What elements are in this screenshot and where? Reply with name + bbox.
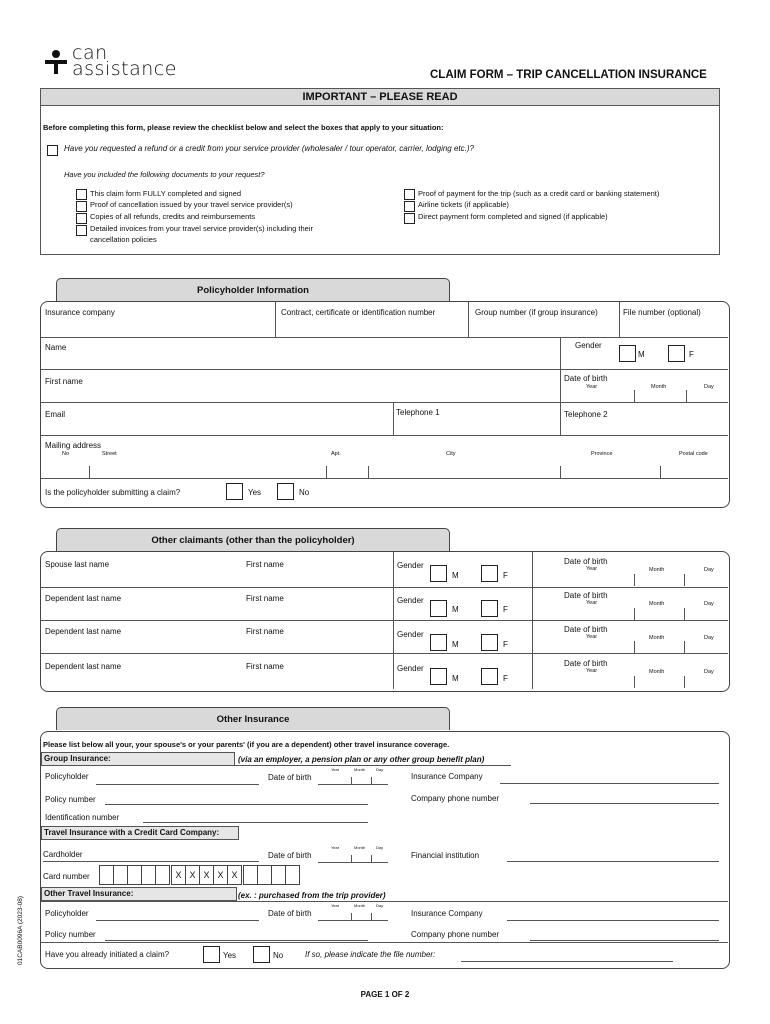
policyholder-section-title: Policyholder Information	[56, 278, 450, 301]
card-digit-cell[interactable]	[141, 865, 156, 885]
doc-checkbox[interactable]	[404, 189, 415, 200]
file-number-prompt: If so, please indicate the file number:	[305, 950, 436, 959]
other-travel-insurance-header: Other Travel Insurance:	[41, 887, 237, 901]
claimant-gender-f-checkbox[interactable]	[481, 565, 498, 582]
address-city-label: City	[446, 451, 456, 457]
file-number-label: File number (optional)	[623, 308, 701, 317]
initiated-no-label: No	[273, 951, 284, 960]
claimant-gender-m-checkbox[interactable]	[430, 600, 447, 617]
claimant-month-label: Month	[649, 601, 665, 607]
claimant-day-label: Day	[704, 567, 714, 573]
card-digit-cell[interactable]	[243, 865, 258, 885]
claimant-last-name-label: Dependent last name	[45, 662, 122, 671]
doc-checkbox[interactable]	[404, 213, 415, 224]
group-insurance-company-label: Insurance Company	[411, 772, 483, 781]
mailing-address-label: Mailing address	[45, 441, 102, 450]
claimant-year-label: Year	[586, 634, 598, 640]
doc-checkbox[interactable]	[404, 201, 415, 212]
claimant-gender-m-label: M	[452, 605, 459, 614]
credit-card-insurance-header: Travel Insurance with a Credit Card Company:	[41, 826, 239, 840]
cardholder-label: Cardholder	[43, 850, 83, 859]
doc-item: Direct payment form completed and signed (if applicable)	[418, 212, 608, 221]
gender-label: Gender	[575, 341, 602, 350]
address-postal-label: Postal code	[679, 451, 708, 457]
card-digit-cell[interactable]	[271, 865, 286, 885]
other-insurance-section	[40, 731, 730, 969]
group-day-label: Day	[376, 767, 384, 772]
claimant-first-name-label: First name	[246, 662, 284, 671]
day-label: Day	[704, 384, 714, 390]
other-insurance-intro: Please list below all your, your spouse's or your parents' (if you are a dependent) other travel insurance coverage.	[43, 740, 450, 749]
address-apt-label: Apt.	[331, 451, 341, 457]
other-policyholder-label: Policyholder	[45, 909, 89, 918]
logo-line1: can	[72, 42, 108, 64]
group-year-label: Year	[331, 767, 340, 772]
claimant-dob-label: Date of birth	[564, 625, 608, 634]
doc-checkbox[interactable]	[76, 213, 87, 224]
claimant-day-label: Day	[704, 669, 714, 675]
doc-item: This claim form FULLY completed and signed	[90, 189, 242, 198]
other-travel-insurance-note: (ex. : purchased from the trip provider)	[238, 891, 386, 900]
card-digit-cell[interactable]: X	[185, 865, 200, 885]
group-policy-number-label: Policy number	[45, 795, 96, 804]
other-insurance-company-label: Insurance Company	[411, 909, 483, 918]
claimant-gender-label: Gender	[397, 664, 424, 673]
doc-checkbox[interactable]	[76, 189, 87, 200]
claimant-first-name-label: First name	[246, 627, 284, 636]
submitting-yes-checkbox[interactable]	[226, 483, 243, 500]
form-title: CLAIM FORM – TRIP CANCELLATION INSURANCE	[430, 69, 707, 81]
group-month-label: Month	[354, 767, 366, 772]
doc-item: Copies of all refunds, credits and reimbursements	[90, 212, 256, 221]
group-number-label: Group number (if group insurance)	[475, 308, 598, 317]
claimant-gender-m-checkbox[interactable]	[430, 668, 447, 685]
claimant-last-name-label: Spouse last name	[45, 560, 110, 569]
important-heading: IMPORTANT – PLEASE READ	[40, 88, 720, 106]
cc-year-label: Year	[331, 845, 340, 850]
claimant-last-name-label: Dependent last name	[45, 594, 122, 603]
claimant-day-label: Day	[704, 601, 714, 607]
card-digit-cell[interactable]	[99, 865, 114, 885]
address-street-label: Street	[102, 451, 117, 457]
gender-f-label: F	[689, 350, 694, 359]
card-digit-cell[interactable]: X	[213, 865, 228, 885]
claimant-gender-f-checkbox[interactable]	[481, 634, 498, 651]
claimant-gender-label: Gender	[397, 630, 424, 639]
doc-item: Detailed invoices from your travel service provider(s) including their	[90, 224, 314, 233]
group-insurance-header: Group Insurance:	[41, 752, 235, 766]
doc-item: cancellation policies	[90, 235, 157, 244]
address-no-label: No	[62, 451, 70, 457]
claimants-section	[40, 551, 730, 692]
claimant-dob-label: Date of birth	[564, 591, 608, 600]
name-label: Name	[45, 343, 67, 352]
claimant-gender-f-label: F	[503, 571, 508, 580]
cc-month-label: Month	[354, 845, 366, 850]
logo-line2: assistance	[72, 58, 177, 80]
claimant-gender-label: Gender	[397, 561, 424, 570]
question-refund: Have you requested a refund or a credit from your service provider (wholesaler / tour operator, carrier, lodging etc.)?	[64, 144, 474, 153]
doc-item: Airline tickets (if applicable)	[418, 200, 509, 209]
claimant-day-label: Day	[704, 635, 714, 641]
submitting-claim-question: Is the policyholder submitting a claim?	[45, 488, 181, 497]
submitting-no-label: No	[299, 488, 310, 497]
claimant-gender-m-checkbox[interactable]	[430, 565, 447, 582]
claimant-gender-f-label: F	[503, 640, 508, 649]
card-number-label: Card number	[43, 872, 90, 881]
claimant-gender-label: Gender	[397, 596, 424, 605]
group-company-phone-label: Company phone number	[411, 794, 500, 803]
doc-item: Proof of cancellation issued by your travel service provider(s)	[90, 200, 293, 209]
claimant-month-label: Month	[649, 635, 665, 641]
cc-day-label: Day	[376, 845, 384, 850]
dob-label: Date of birth	[564, 374, 608, 383]
card-digit-cell[interactable]: X	[227, 865, 242, 885]
gender-m-checkbox[interactable]	[619, 345, 636, 362]
contract-label: Contract, certificate or identification number	[281, 308, 436, 317]
claimants-section-title: Other claimants (other than the policyholder)	[56, 528, 450, 551]
group-dob-label: Date of birth	[268, 773, 312, 782]
insurance-company-label: Insurance company	[45, 308, 115, 317]
card-digit-cell[interactable]	[155, 865, 170, 885]
telephone2-label: Telephone 2	[564, 410, 608, 419]
email-label: Email	[45, 410, 66, 419]
submitting-no-checkbox[interactable]	[277, 483, 294, 500]
cc-dob-label: Date of birth	[268, 851, 312, 860]
claimant-gender-m-label: M	[452, 640, 459, 649]
claimant-year-label: Year	[586, 566, 598, 572]
submitting-yes-label: Yes	[248, 488, 262, 497]
month-label: Month	[651, 384, 667, 390]
claimant-dob-label: Date of birth	[564, 659, 608, 668]
initiated-no-checkbox[interactable]	[253, 946, 270, 963]
first-name-label: First name	[45, 377, 83, 386]
other-policy-number-label: Policy number	[45, 930, 96, 939]
claimant-gender-m-checkbox[interactable]	[430, 634, 447, 651]
other-month-label: Month	[354, 903, 366, 908]
claimant-first-name-label: First name	[246, 560, 284, 569]
refund-checkbox[interactable]	[47, 145, 58, 156]
other-day-label: Day	[376, 903, 384, 908]
card-digit-cell[interactable]	[257, 865, 272, 885]
identification-number-label: Identification number	[45, 813, 120, 822]
page-number: PAGE 1 OF 2	[360, 990, 410, 999]
plus-icon	[45, 50, 67, 72]
claimant-gender-f-label: F	[503, 605, 508, 614]
question-documents: Have you included the following documents to your request?	[64, 170, 265, 179]
doc-checkbox[interactable]	[76, 201, 87, 212]
address-province-label: Province	[591, 451, 613, 457]
claimant-gender-m-label: M	[452, 571, 459, 580]
card-digit-cell[interactable]	[113, 865, 128, 885]
card-digit-cell[interactable]: X	[199, 865, 214, 885]
doc-item: Proof of payment for the trip (such as a credit card or banking statement)	[418, 189, 660, 198]
year-label: Year	[586, 384, 598, 390]
gender-m-label: M	[638, 350, 645, 359]
initiated-yes-label: Yes	[223, 951, 237, 960]
claimant-gender-f-label: F	[503, 674, 508, 683]
policyholder-section	[40, 301, 730, 508]
other-dob-label: Date of birth	[268, 909, 312, 918]
claimant-dob-label: Date of birth	[564, 557, 608, 566]
claimant-month-label: Month	[649, 567, 665, 573]
claimant-year-label: Year	[586, 600, 598, 606]
card-digit-cell[interactable]	[285, 865, 300, 885]
claimant-last-name-label: Dependent last name	[45, 627, 122, 636]
important-intro: Before completing this form, please review the checklist below and select the boxes that apply to your situation:	[43, 123, 444, 132]
financial-institution-label: Financial institution	[411, 851, 480, 860]
card-digit-cell[interactable]: X	[171, 865, 186, 885]
claimant-gender-f-checkbox[interactable]	[481, 668, 498, 685]
telephone1-label: Telephone 1	[396, 408, 440, 417]
group-insurance-note: (via an employer, a pension plan or any other group benefit plan)	[238, 755, 485, 764]
initiated-claim-question: Have you already initiated a claim?	[45, 950, 170, 959]
form-code: 01CAB0096A (2023-08)	[17, 895, 24, 965]
claimant-first-name-label: First name	[246, 594, 284, 603]
group-policyholder-label: Policyholder	[45, 772, 89, 781]
claimant-gender-f-checkbox[interactable]	[481, 600, 498, 617]
other-company-phone-label: Company phone number	[411, 930, 500, 939]
claimant-year-label: Year	[586, 668, 598, 674]
gender-f-checkbox[interactable]	[668, 345, 685, 362]
doc-checkbox[interactable]	[76, 225, 87, 236]
other-insurance-section-title: Other Insurance	[56, 707, 450, 730]
card-digit-cell[interactable]	[127, 865, 142, 885]
initiated-yes-checkbox[interactable]	[203, 946, 220, 963]
claimant-month-label: Month	[649, 669, 665, 675]
other-year-label: Year	[331, 903, 340, 908]
claimant-gender-m-label: M	[452, 674, 459, 683]
